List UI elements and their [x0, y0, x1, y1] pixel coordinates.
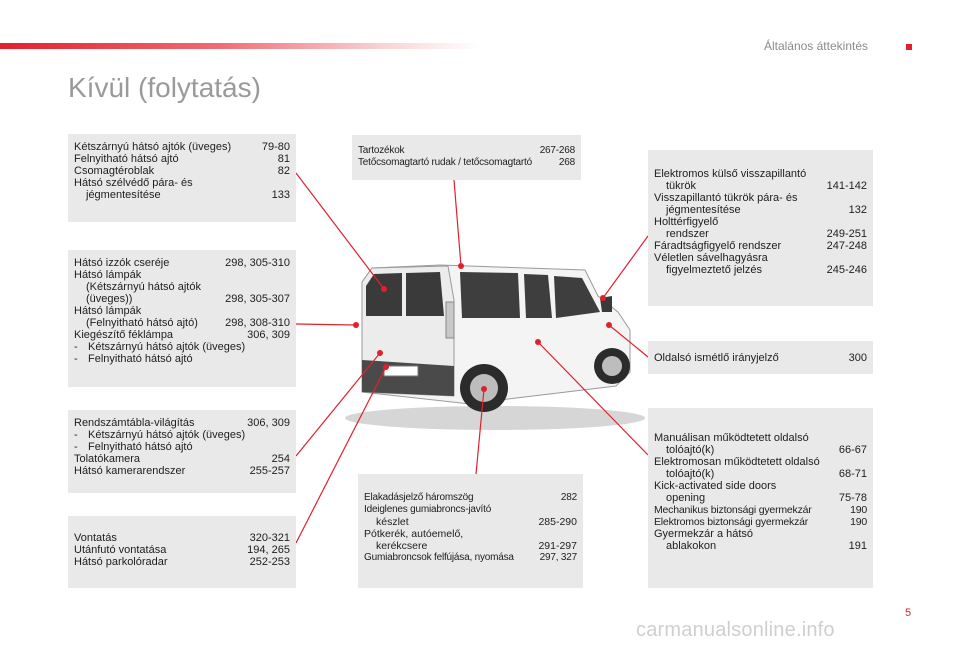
rear-bumper	[362, 360, 454, 396]
side-window-2	[524, 274, 552, 318]
rear-window-left	[366, 273, 402, 316]
list-item: Felnyitható hátsó ajtó 81	[74, 153, 290, 165]
watermark: carmanualsonline.info	[636, 619, 835, 641]
rear-lamp	[446, 302, 454, 338]
list-item: Csomagtéroblak 82	[74, 165, 290, 177]
box-rear-doors	[68, 134, 296, 222]
box-wheel-tools: Elakadásjelző háromszög 282 Ideiglenes gumiabroncs-javító készlet 285-290 Pótkerék, autóemelő, kerékcsere 291-297 Gumiabroncsok felfújása, nyomása 297, 327	[358, 474, 583, 588]
van-shadow	[345, 406, 645, 430]
box-sliding-doors: Manuálisan működtetett oldalsó tolóajtó(k) 66-67 Elektromosan működtetett oldalsó tolóajtó(k) 68-71 Kick-activated side doors opening 75-78 Mechanikus biztonsági gyermekzár 190 Elektromos biztonsági gyermekzár 190 Gyermekzár a hátsó ablakokon 191	[648, 408, 873, 588]
list-item: Kétszárnyú hátsó ajtók (üveges) 79-80	[74, 141, 290, 153]
box-mirrors: Elektromos külső visszapillantó tükrök 141-142 Visszapillantó tükrök pára- és jégmentesítése 132 Holttérfigyelő rendszer 249-251 Fáradtságfigyelő rendszer 247-248 Véletlen sávelhagyásra figyelmeztető jelzés 245-246	[648, 150, 873, 306]
front-rim	[602, 356, 622, 376]
page-title: Kívül (folytatás)	[68, 72, 261, 103]
license-plate	[384, 366, 418, 376]
section-title: Általános áttekintés	[763, 39, 868, 53]
box-plate-camera: Rendszámtábla-világítás 306, 309 - Kétszárnyú hátsó ajtók (üveges) - Felnyitható hátsó ajtó Tolatókamera 254 Hátsó kamerarendszer 255-257	[68, 410, 296, 493]
page-number: 5	[905, 607, 912, 619]
list-item: Hátsó szélvédő pára- és jégmentesítése 133	[74, 177, 290, 201]
box-towing: Vontatás 320-321 Utánfutó vontatása 194, 265 Hátsó parkolóradar 252-253	[68, 516, 296, 588]
box-rear-lamps: Hátsó izzók cseréje 298, 305-310 Hátsó lámpák (Kétszárnyú hátsó ajtók (üveges)) 298, 305-307 Hátsó lámpák (Felnyitható hátsó ajtó) 298, 308-310 Kiegészítő féklámpa 306, 309 - Kétszárnyú hátsó ajtók (üveges) - Felnyitható hátsó ajtó	[68, 250, 296, 387]
box-side-indicator: Oldalsó ismétlő irányjelző 300	[648, 341, 873, 374]
rear-window-right	[406, 272, 444, 316]
box-accessories: Tartozékok 267-268 Tetőcsomagtartó rudak / tetőcsomagtartó 268	[352, 135, 581, 180]
side-window-1	[460, 272, 520, 318]
